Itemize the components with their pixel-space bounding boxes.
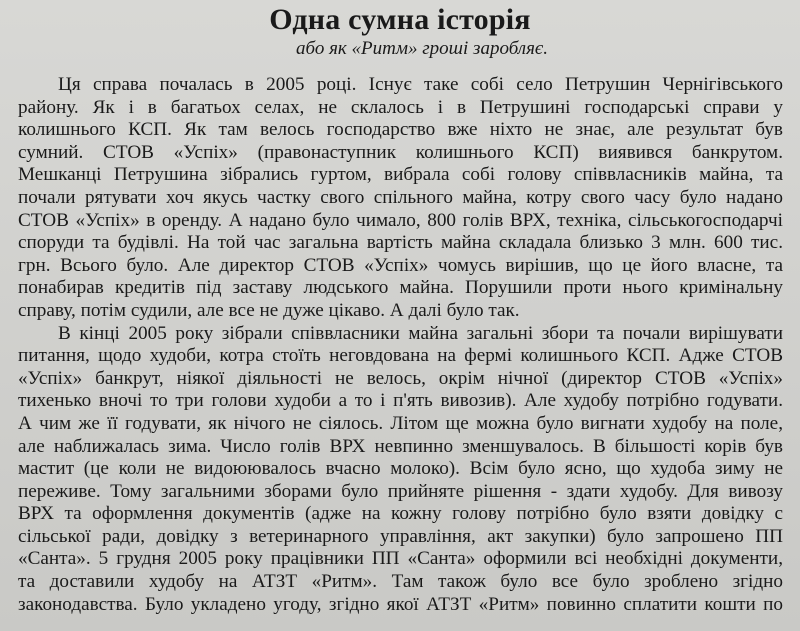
text-line: законодавства. Було укладено угоду, згідно якої АТЗТ «Ритм» повинно сплатити кошти по (18, 593, 783, 615)
text-line: мастит (це коли не видоюювалось вчасно молоко). Всім було ясно, що худоба зиму не (18, 458, 783, 480)
document-title: Одна сумна історія (269, 3, 531, 36)
text-line: ВРХ та оформлення документів (адже на кожну голову потрібно було взяти довідку с (18, 503, 783, 525)
text-line: району. Як і в багатьох селах, не склалось і в Петрушині господарські справи у (18, 96, 783, 118)
text-line: понабирав кредитів під заставу людського майна. Порушили проти нього кримінальну (18, 277, 783, 299)
document-subtitle: або як «Ритм» гроші заробляє. (296, 38, 548, 59)
text-line: сільської ради, довідку з ветеринарного управління, акт закупки) було запрошено ПП (18, 525, 783, 547)
text-line: А чим же її годувати, як нічого не сіялось. Літом ще можна було вигнати худобу на поле, (18, 412, 783, 434)
text-line: Мешканці Петрушина зібрались гуртом, вибрала собі голову співвласників майна, та (18, 164, 783, 186)
text-line: колишнього КСП. Як там велось господарство вже ніхто не знає, але результат був (18, 119, 783, 141)
text-line: та доставили худобу на АТЗТ «Ритм». Там також було все було зроблено згідно (18, 571, 783, 593)
text-line: В кінці 2005 року зібрали співвласники майна загальні збори та почали вирішувати (58, 322, 783, 344)
text-line: переживе. Тому загальними зборами було прийняте рішення - здати худобу. Для вивозу (18, 480, 783, 502)
text-line: споруди та будівлі. На той час загальна вартість майна складала близько 3 млн. 600 тис. (18, 232, 783, 254)
text-line: почали рятувати хоч якусь частку свого спільного майна, котру свого часу було надано (18, 186, 783, 208)
text-line: тихенько вночі то три голови худоби а то і п'ять вивозив). Але худобу потрібно годувати. (18, 390, 783, 412)
article-body (18, 74, 783, 616)
text-line: справу, потім судили, але все не дуже цікаво. А далі було так. (18, 299, 520, 321)
text-line: грн. Всього було. Але директор СТОВ «Успіх» чомусь вирішив, що це його власне, та (18, 254, 783, 276)
text-line: «Санта». 5 грудня 2005 року працівники ПП «Санта» оформили всі необхідні документи, (18, 548, 783, 570)
text-line: СТОВ «Успіх» в оренду. А надано було чимало, 800 голів ВРХ, техніка, сільськогосподарчі (18, 209, 783, 231)
text-line: але наближалась зима. Число голів ВРХ невпинно зменшувалось. В більшості корів був (18, 435, 783, 457)
text-line: питання, щодо худоби, котра стоїть неговдована на фермі колишнього КСП. Адже СТОВ (18, 345, 783, 367)
text-line: Ця справа почалась в 2005 році. Існує таке собі село Петрушин Чернігівського (58, 74, 783, 95)
text-line: «Успіх» банкрут, ніякої діяльності не велось, окрім нічної (директор СТОВ «Успіх» (18, 367, 783, 389)
text-line: сумний. СТОВ «Успіх» (правонаступник колишнього КСП) виявився банкрутом. (18, 141, 783, 163)
